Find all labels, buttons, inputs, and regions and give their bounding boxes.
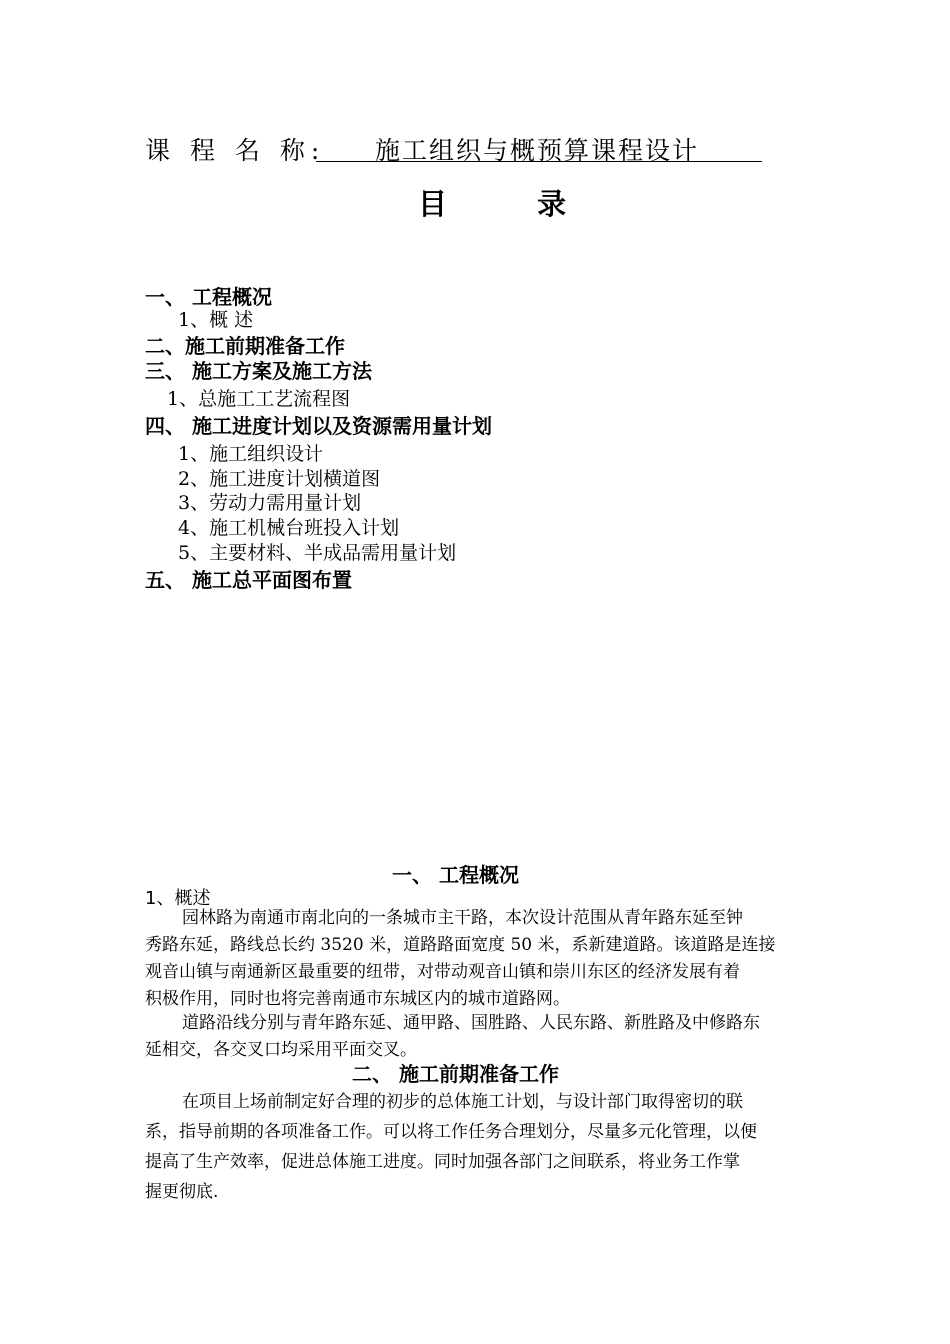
paragraph-line: 道路沿线分别与青年路东延、通甲路、国胜路、人民东路、新胜路及中修路东	[182, 1013, 760, 1033]
toc-section-1: 一、 工程概况	[145, 285, 272, 309]
paragraph-line: 在项目上场前制定好合理的初步的总体施工计划，与设计部门取得密切的联	[182, 1092, 743, 1112]
paragraph-line: 积极作用，同时也将完善南通市东城区内的城市道路网。	[145, 989, 570, 1009]
toc-section-4: 四、 施工进度计划以及资源需用量计划	[145, 414, 492, 438]
toc-title: 目 录	[418, 187, 607, 221]
paragraph-line: 观音山镇与南通新区最重要的纽带，对带动观音山镇和崇川东区的经济发展有着	[145, 962, 740, 982]
toc-item-4-2: 2、施工进度计划横道图	[178, 468, 381, 490]
course-name-label: 课 程 名 称:	[145, 136, 326, 165]
toc-item-4-4: 4、施工机械台班投入计划	[178, 517, 400, 539]
section-2-paragraph	[145, 1087, 810, 1207]
toc-item-4-5: 5、主要材料、半成品需用量计划	[178, 542, 457, 564]
section-1-title: 一、 工程概况	[392, 863, 519, 887]
toc-item-4-1: 1、施工组织设计	[178, 443, 324, 465]
section-1-paragraph-1	[145, 905, 810, 1013]
toc-item-1-1: 1、概 述	[178, 309, 254, 331]
paragraph-line: 握更彻底.	[145, 1182, 219, 1202]
paragraph-line: 提高了生产效率，促进总体施工进度。同时加强各部门之间联系，将业务工作掌	[145, 1152, 740, 1172]
paragraph-line: 园林路为南通市南北向的一条城市主干路，本次设计范围从青年路东延至钟	[182, 908, 743, 928]
paragraph-line: 秀路东延，路线总长约 3520 米，道路路面宽度 50 米，系新建道路。该道路是连接	[145, 935, 776, 955]
toc-item-4-3: 3、劳动力需用量计划	[178, 492, 362, 514]
toc-section-5: 五、 施工总平面图布置	[145, 568, 352, 592]
section-2-title: 二、 施工前期准备工作	[352, 1062, 559, 1086]
toc-section-3: 三、 施工方案及施工方法	[145, 359, 372, 383]
toc-item-3-1: 1、总施工工艺流程图	[167, 388, 351, 410]
section-1-subtitle: 1、概述	[145, 888, 211, 909]
section-1-paragraph-2	[145, 1010, 810, 1064]
paragraph-line: 延相交，各交叉口均采用平面交叉。	[145, 1040, 417, 1060]
toc-section-2: 二、施工前期准备工作	[145, 334, 345, 358]
course-name-value: 施工组织与概预算课程设计	[375, 136, 700, 165]
paragraph-line: 系，指导前期的各项准备工作。可以将工作任务合理划分，尽量多元化管理，以便	[145, 1122, 757, 1142]
